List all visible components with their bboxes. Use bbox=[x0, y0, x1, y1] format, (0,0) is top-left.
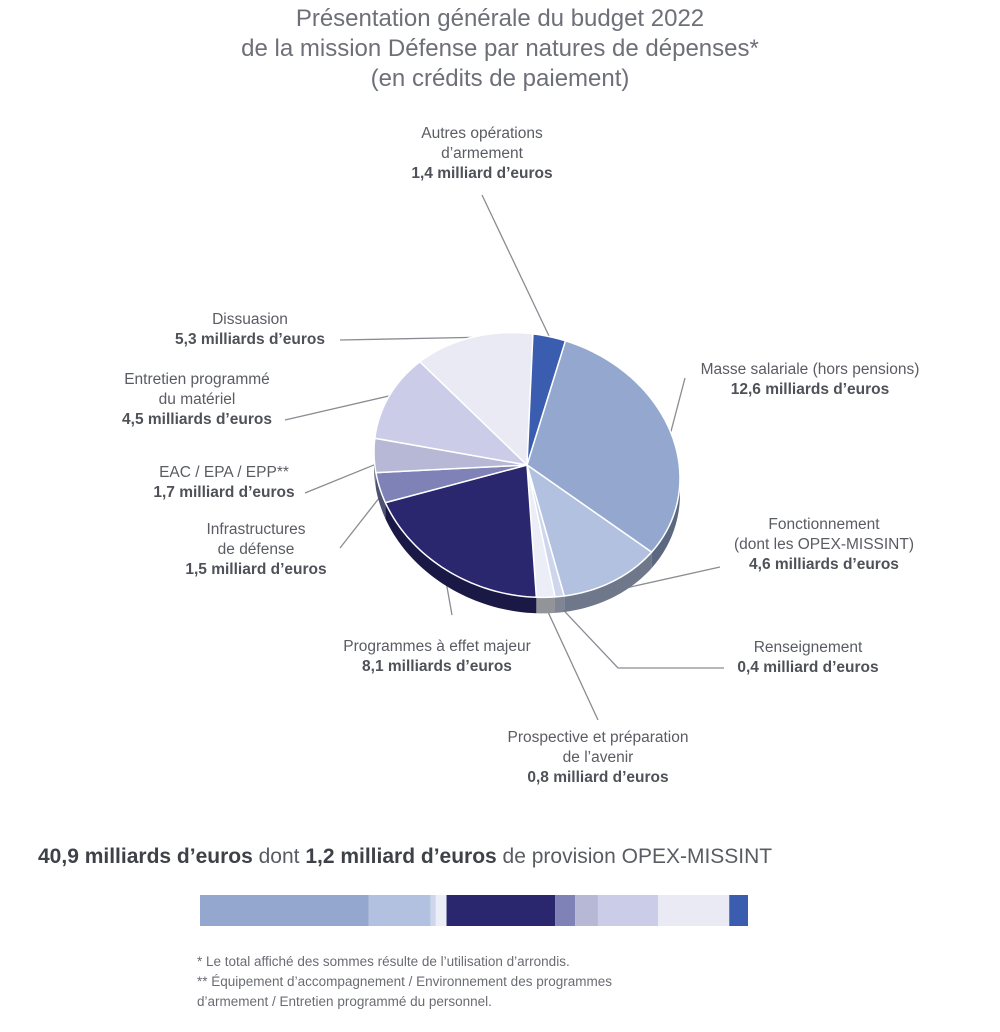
title-line-3: (en crédits de paiement) bbox=[370, 65, 630, 92]
bar-segment-prosp bbox=[436, 895, 447, 926]
bar-segment-epm bbox=[598, 895, 658, 926]
leader-autres bbox=[482, 195, 549, 337]
stacked-bar bbox=[200, 895, 748, 926]
bar-segment-infra bbox=[555, 895, 575, 926]
leader-infra bbox=[340, 497, 380, 548]
label-autres: Autres opérations d’armement 1,4 milliard d’euros bbox=[411, 125, 553, 182]
label-masse: Masse salariale (hors pensions) 12,6 milliards d’euros bbox=[700, 361, 920, 398]
label-rens: Renseignement 0,4 milliard d’euros bbox=[737, 639, 879, 676]
bar-segment-autres bbox=[729, 895, 748, 926]
total-line bbox=[38, 845, 772, 869]
bar-segment-rens bbox=[430, 895, 435, 926]
footnote-2: ** Équipement d’accompagnement / Environnement des programmes bbox=[197, 974, 612, 989]
total-connector: dont bbox=[252, 845, 306, 868]
label-infra: Infrastructures de défense 1,5 milliard d’euros bbox=[185, 521, 327, 578]
total-provision: 1,2 milliard d’euros bbox=[305, 845, 497, 868]
leader-diss bbox=[340, 337, 472, 340]
bar-segment-eac bbox=[575, 895, 598, 926]
label-eac: EAC / EPA / EPP** 1,7 milliard d’euros bbox=[153, 464, 295, 501]
leader-masse bbox=[671, 378, 685, 432]
label-diss: Dissuasion 5,3 milliards d’euros bbox=[175, 311, 325, 348]
total-suffix: de provision OPEX-MISSINT bbox=[496, 845, 773, 868]
slice-side-rens bbox=[555, 596, 564, 613]
leader-rens bbox=[560, 606, 724, 668]
leader-eac bbox=[305, 465, 374, 493]
leader-prosp bbox=[546, 607, 598, 720]
title-line-2: de la mission Défense par natures de dépenses* bbox=[241, 35, 759, 62]
leader-epm bbox=[285, 396, 389, 420]
title-line-1: Présentation générale du budget 2022 bbox=[295, 5, 705, 32]
slice-side-prosp bbox=[536, 597, 555, 613]
label-prosp: Prospective et préparation de l’avenir 0,8 milliard d’euros bbox=[507, 729, 689, 786]
bar-segment-diss bbox=[658, 895, 729, 926]
bar-segment-masse bbox=[200, 895, 369, 926]
label-fonct: Fonctionnement (dont les OPEX-MISSINT) 4,6 milliards d’euros bbox=[733, 516, 915, 573]
footnotes bbox=[197, 952, 612, 1012]
label-epm: Entretien programmé du matériel 4,5 milliards d’euros bbox=[122, 371, 272, 428]
bar-segment-pem bbox=[447, 895, 556, 926]
label-pem: Programmes à effet majeur 8,1 milliards d’euros bbox=[343, 638, 531, 675]
bar-segment-fonct bbox=[369, 895, 431, 926]
footnote-1: * Le total affiché des sommes résulte de l’utilisation d’arrondis. bbox=[197, 954, 570, 969]
footnote-2-cont: d’armement / Entretien programmé du personnel. bbox=[197, 994, 492, 1009]
total-amount: 40,9 milliards d’euros bbox=[38, 845, 253, 868]
